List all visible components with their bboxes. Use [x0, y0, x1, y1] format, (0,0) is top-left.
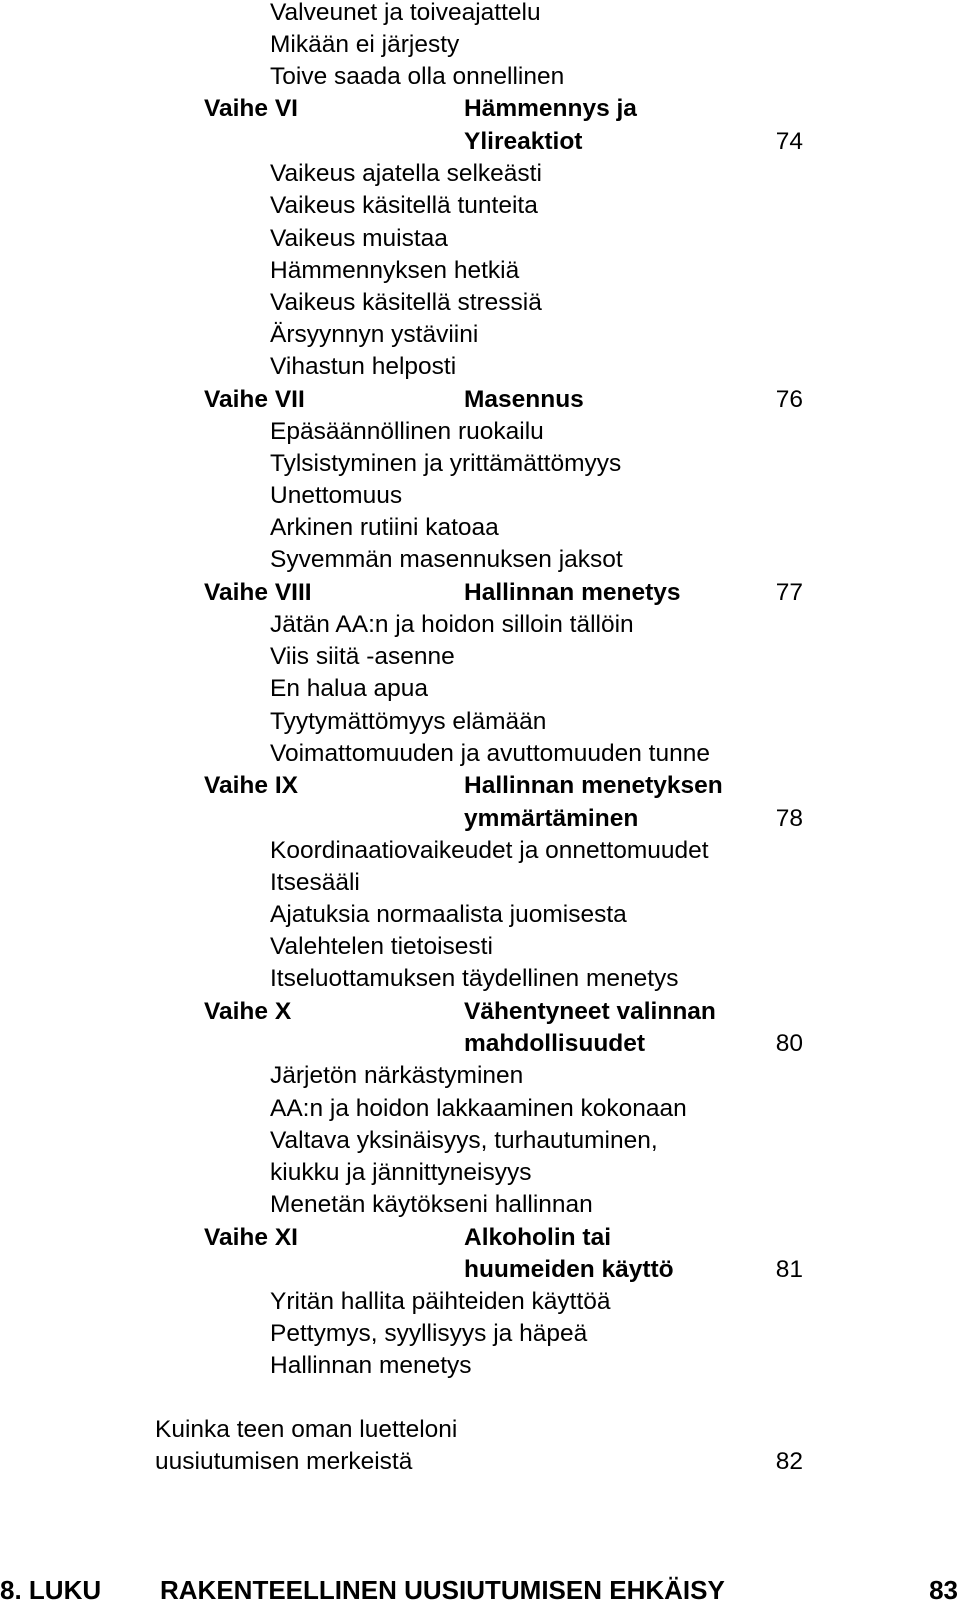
toc-item: Valehtelen tietoisesti [270, 933, 493, 960]
chapter-title: RAKENTEELLINEN UUSIUTUMISEN EHKÄISY [160, 1575, 725, 1605]
phase-title: Ylireaktiot [464, 128, 583, 155]
phase-title: mahdollisuudet [464, 1030, 646, 1057]
toc-item: Tylsistyminen ja yrittämättömyys [270, 450, 622, 477]
page-number: 74 [775, 128, 803, 155]
toc-item: Itsesääli [270, 869, 360, 896]
phase-title: huumeiden käyttö [464, 1256, 674, 1283]
phase-label: Vaihe XI [204, 1224, 298, 1251]
page-number: 82 [775, 1448, 803, 1475]
toc-item: Tyytymättömyys elämään [270, 708, 547, 735]
toc-item: Vihastun helposti [270, 353, 457, 380]
phase-label: Vaihe VI [204, 95, 298, 122]
toc-item: Epäsäännöllinen ruokailu [270, 418, 544, 445]
page-number: 77 [775, 579, 803, 606]
toc-entry: uusiutumisen merkeistä [155, 1448, 413, 1475]
toc-item: kiukku ja jännittyneisyys [270, 1159, 532, 1186]
toc-item: Vaikeus käsitellä stressiä [270, 289, 542, 316]
phase-title: Hallinnan menetys [464, 579, 681, 606]
toc-item: Mikään ei järjesty [270, 31, 460, 58]
toc-item: Hallinnan menetys [270, 1352, 472, 1379]
toc-item: Vaikeus käsitellä tunteita [270, 192, 538, 219]
phase-title: ymmärtäminen [464, 805, 639, 832]
toc-item: Järjetön närkästyminen [270, 1062, 524, 1089]
toc-item: Voimattomuuden ja avuttomuuden tunne [270, 740, 710, 767]
page-number: 81 [775, 1256, 803, 1283]
toc-item: Valveunet ja toiveajattelu [270, 0, 541, 26]
phase-title: Vähentyneet valinnan [464, 998, 716, 1025]
phase-title: Alkoholin tai [464, 1224, 611, 1251]
toc-item: En halua apua [270, 675, 429, 702]
page-number: 80 [775, 1030, 803, 1057]
toc-item: Jätän AA:n ja hoidon silloin tällöin [270, 611, 634, 638]
phase-title: Hämmennys ja [464, 95, 637, 122]
toc-item: Itseluottamuksen täydellinen menetys [270, 965, 679, 992]
toc-item: Valtava yksinäisyys, turhautuminen, [270, 1127, 658, 1154]
toc-item: Hämmennyksen hetkiä [270, 257, 520, 284]
phase-title: Masennus [464, 386, 584, 413]
toc-item: Arkinen rutiini katoaa [270, 514, 499, 541]
toc-item: Vaikeus ajatella selkeästi [270, 160, 542, 187]
chapter-number: 8. LUKU [0, 1575, 102, 1605]
phase-label: Vaihe VII [204, 386, 305, 413]
phase-label: Vaihe IX [204, 772, 298, 799]
toc-item: Menetän käytökseni hallinnan [270, 1191, 593, 1218]
toc-item: Toive saada olla onnellinen [270, 63, 565, 90]
page-number: 78 [775, 805, 803, 832]
toc-item: AA:n ja hoidon lakkaaminen kokonaan [270, 1095, 687, 1122]
toc-item: Unettomuus [270, 482, 403, 509]
phase-label: Vaihe X [204, 998, 292, 1025]
toc-item: Koordinaatiovaikeudet ja onnettomuudet [270, 837, 709, 864]
phase-label: Vaihe VIII [204, 579, 312, 606]
toc-entry: Kuinka teen oman luetteloni [155, 1416, 458, 1443]
toc-item: Vaikeus muistaa [270, 225, 448, 252]
page-number: 76 [775, 386, 803, 413]
toc-item: Pettymys, syyllisyys ja häpeä [270, 1320, 588, 1347]
toc-item: Ajatuksia normaalista juomisesta [270, 901, 627, 928]
toc-item: Ärsyynnyn ystäviini [270, 321, 479, 348]
toc-item: Yritän hallita päihteiden käyttöä [270, 1288, 611, 1315]
toc-item: Syvemmän masennuksen jaksot [270, 546, 623, 573]
toc-item: Viis siitä -asenne [270, 643, 455, 670]
chapter-page-number: 83 [929, 1575, 958, 1605]
phase-title: Hallinnan menetyksen [464, 772, 723, 799]
